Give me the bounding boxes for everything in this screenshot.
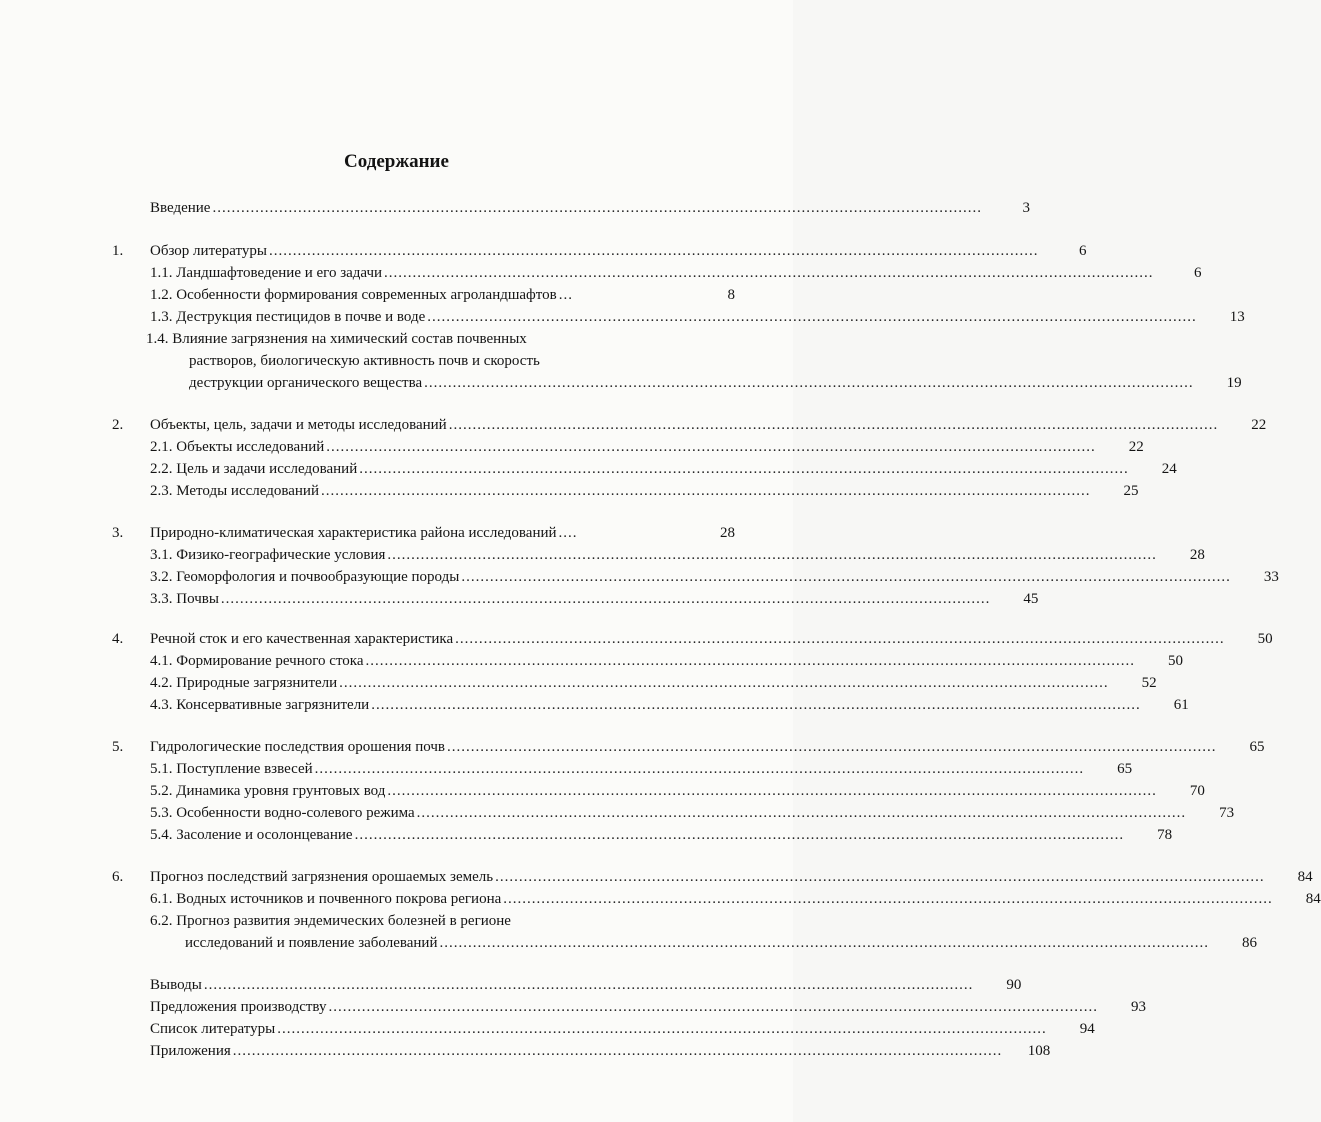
toc-entry-label: Введение (150, 200, 211, 216)
toc-page-number: 19 (1226, 375, 1242, 391)
toc-page-number: 33 (1263, 569, 1279, 585)
toc-subsection (150, 888, 1321, 910)
leader-dots: .................................................................................................................................................................. (354, 827, 1125, 843)
leader-dots: .................................................................................................................................................................. (439, 935, 1209, 951)
toc-page-number: 50 (1257, 631, 1273, 647)
leader-dots: .................................................................................................................................................................. (277, 1021, 1047, 1037)
leader-dots: .................................................................................................................................................................. (455, 631, 1225, 647)
toc-entry-label: 3.2. Геоморфология и почвообразующие породы (150, 569, 460, 585)
toc-entry-label-continued: деструкции органического вещества (189, 375, 423, 391)
leader-dots: .................................................................................................................................................................. (387, 783, 1157, 799)
leader-dots: .................................................................................................................................................................. (461, 569, 1231, 585)
toc-page-number: 65 (1249, 739, 1265, 755)
leader-dots: .................................................................................................................................................................. (448, 417, 1219, 433)
toc-entry-label-continued: растворов, биологическую активность почв и скорость (189, 353, 540, 369)
leader-dots: .................................................................................................................................................................. (212, 200, 982, 216)
leader-dots: .................................................................................................................................................................. (387, 547, 1157, 563)
toc-subsection (189, 372, 1242, 394)
toc-section-4 (150, 628, 1273, 650)
leader-dots: .... (558, 525, 578, 541)
toc-section-1 (150, 240, 1087, 262)
page-title: Содержание (344, 151, 449, 172)
toc-subsection (150, 672, 1157, 694)
leader-dots: .................................................................................................................................................................. (446, 739, 1217, 755)
toc-page-number: 70 (1189, 783, 1205, 799)
toc-page-number: 65 (1117, 761, 1133, 777)
toc-page-number: 13 (1229, 309, 1245, 325)
toc-entry-label: 1.4. Влияние загрязнения на химический состав почвенных (146, 331, 527, 347)
toc-entry-label: Выводы (150, 977, 202, 993)
toc-subsection (185, 932, 1257, 954)
toc-page-number: 3 (1022, 200, 1030, 216)
toc-page-number: 22 (1128, 439, 1144, 455)
toc-section-5 (150, 736, 1265, 758)
section-number: 3. (112, 525, 124, 541)
toc-subsection (150, 802, 1235, 824)
toc-subsection (150, 758, 1133, 780)
toc-entry-label: 1.1. Ландшафтоведение и его задачи (150, 265, 383, 281)
toc-entry-label: Природно-климатическая характеристика района исследований (150, 525, 557, 541)
leader-dots: .................................................................................................................................................................. (328, 999, 1099, 1015)
toc-page-number: 84 (1305, 891, 1321, 907)
toc-entry-label: Гидрологические последствия орошения почв (150, 739, 445, 755)
leader-dots: ... (558, 287, 573, 303)
toc-entry-label: 6.1. Водных источников и почвенного покрова региона (150, 891, 502, 907)
leader-dots: .................................................................................................................................................................. (314, 761, 1085, 777)
toc-entry-label: 3.3. Почвы (150, 591, 219, 607)
toc-page-number: 24 (1161, 461, 1177, 477)
toc-page-number: 8 (727, 287, 735, 303)
leader-dots: .................................................................................................................................................................. (203, 977, 974, 993)
toc-subsection (150, 284, 735, 306)
toc-page-number: 93 (1131, 999, 1147, 1015)
leader-dots: .................................................................................................................................................................. (320, 483, 1091, 499)
leader-dots: .................................................................................................................................................................. (326, 439, 1096, 455)
leader-dots: .................................................................................................................................................................. (495, 869, 1265, 885)
toc-subsection (150, 824, 1173, 846)
toc-entry-label: 2.3. Методы исследований (150, 483, 319, 499)
section-number: 5. (112, 739, 124, 755)
toc-page-number: 84 (1297, 869, 1313, 885)
toc-page-number: 25 (1123, 483, 1139, 499)
toc-subsection (150, 566, 1279, 588)
toc-section-3 (150, 522, 735, 544)
toc-subsection (150, 458, 1177, 480)
toc-page-number: 61 (1173, 697, 1189, 713)
toc-entry-references (150, 1018, 1095, 1040)
leader-dots: .................................................................................................................................................................. (232, 1043, 1003, 1059)
toc-subsection (150, 694, 1189, 716)
toc-page-number: 90 (1006, 977, 1022, 993)
leader-dots: .................................................................................................................................................................. (424, 375, 1194, 391)
toc-entry-label: 1.2. Особенности формирования современных агроландшафтов (150, 287, 557, 303)
toc-page-number: 108 (1027, 1043, 1051, 1059)
toc-subsection (150, 436, 1144, 458)
toc-section-2 (150, 414, 1267, 436)
toc-entry-label: 5.3. Особенности водно-солевого режима (150, 805, 415, 821)
toc-entry-label-continued: исследований и появление заболеваний (185, 935, 438, 951)
toc-entry-label: 6.2. Прогноз развития эндемических болезней в регионе (150, 913, 511, 929)
leader-dots: .................................................................................................................................................................. (220, 591, 991, 607)
toc-entry-label: Объекты, цель, задачи и методы исследований (150, 417, 447, 433)
leader-dots: .................................................................................................................................................................. (365, 653, 1136, 669)
toc-page-number: 22 (1251, 417, 1267, 433)
toc-entry-label: Список литературы (150, 1021, 276, 1037)
toc-page-number: 6 (1078, 243, 1087, 259)
toc-page-number: 86 (1242, 935, 1257, 951)
leader-dots: .................................................................................................................................................................. (359, 461, 1129, 477)
toc-entry-label: 1.3. Деструкция пестицидов в почве и воде (150, 309, 426, 325)
toc-page-number: 52 (1141, 675, 1157, 691)
toc-page-number: 50 (1168, 653, 1184, 669)
toc-page-number: 94 (1079, 1021, 1095, 1037)
toc-subsection (150, 780, 1205, 802)
toc-entry-label: 5.1. Поступление взвесей (150, 761, 313, 777)
toc-entry-label: 4.3. Консервативные загрязнители (150, 697, 370, 713)
toc-entry-label: 4.2. Природные загрязнители (150, 675, 338, 691)
leader-dots: .................................................................................................................................................................. (416, 805, 1187, 821)
section-number: 4. (112, 631, 124, 647)
leader-dots: .................................................................................................................................................................. (339, 675, 1109, 691)
toc-entry-label: Обзор литературы (150, 243, 267, 259)
leader-dots: .................................................................................................................................................................. (268, 243, 1039, 259)
leader-dots: .................................................................................................................................................................. (371, 697, 1141, 713)
toc-page-number: 28 (720, 525, 735, 541)
toc-section-6 (150, 866, 1313, 888)
toc-page-number: 6 (1194, 265, 1202, 281)
toc-subsection (150, 306, 1245, 328)
toc-page-number: 28 (1189, 547, 1205, 563)
toc-entry-appendices (150, 1040, 1051, 1062)
toc-entry-label: 2.2. Цель и задачи исследований (150, 461, 358, 477)
toc-page-number: 73 (1219, 805, 1235, 821)
toc-subsection (150, 544, 1205, 566)
toc-entry-label: Прогноз последствий загрязнения орошаемых земель (150, 869, 494, 885)
toc-entry-intro (150, 197, 1030, 219)
toc-entry-label: 2.1. Объекты исследований (150, 439, 325, 455)
toc-entry-label: 5.2. Динамика уровня грунтовых вод (150, 783, 386, 799)
toc-subsection (150, 262, 1202, 284)
toc-entry-label: 4.1. Формирование речного стока (150, 653, 364, 669)
leader-dots: .................................................................................................................................................................. (427, 309, 1197, 325)
leader-dots: .................................................................................................................................................................. (503, 891, 1273, 907)
toc-page-number: 78 (1157, 827, 1173, 843)
toc-entry-label: Предложения производству (150, 999, 327, 1015)
leader-dots: .................................................................................................................................................................. (384, 265, 1154, 281)
toc-page-number: 45 (1023, 591, 1039, 607)
toc-subsection (150, 650, 1184, 672)
toc-subsection (150, 480, 1139, 502)
toc-entry-label: 5.4. Засоление и осолонцевание (150, 827, 353, 843)
toc-entry-label: 3.1. Физико-географические условия (150, 547, 386, 563)
toc-entry-proposals (150, 996, 1147, 1018)
toc-entry-label: Приложения (150, 1043, 231, 1059)
toc-entry-label: Речной сток и его качественная характеристика (150, 631, 454, 647)
section-number: 6. (112, 869, 124, 885)
section-number: 1. (112, 243, 124, 259)
toc-entry-conclusions (150, 974, 1022, 996)
toc-subsection (150, 588, 1039, 610)
section-number: 2. (112, 417, 124, 433)
